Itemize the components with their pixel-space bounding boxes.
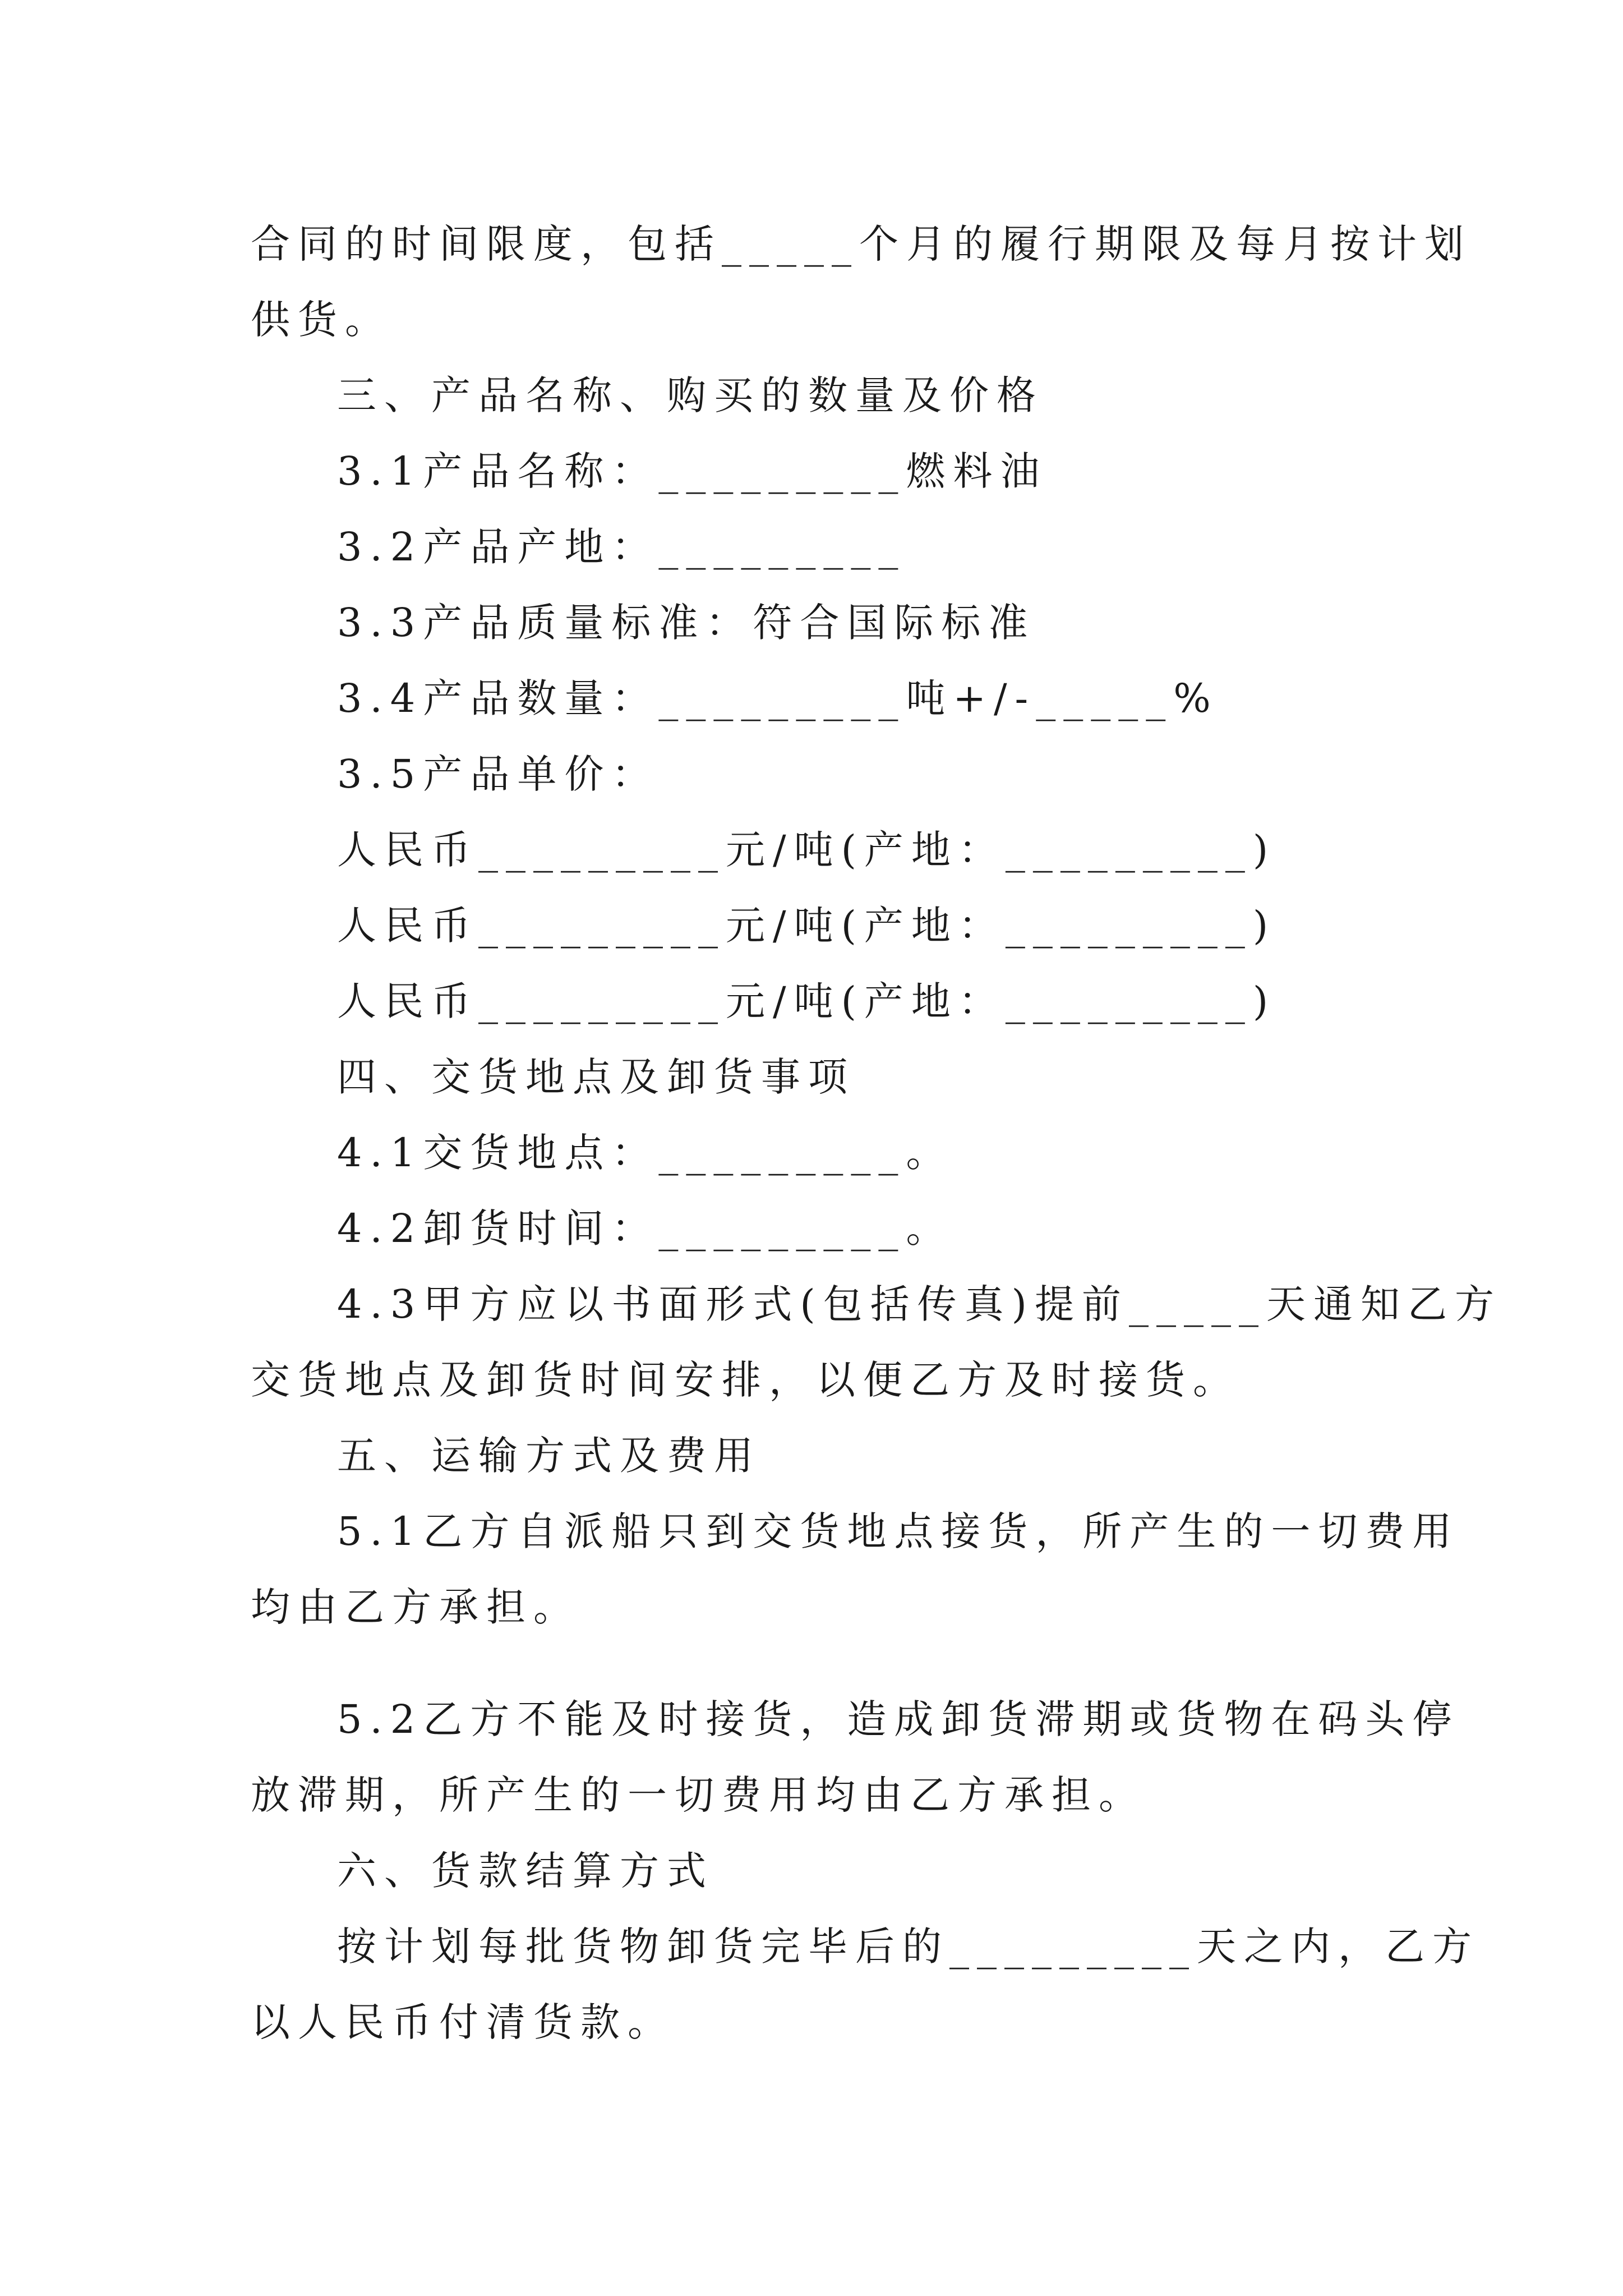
paragraph-line: 3.2产品产地：_________ [337, 524, 906, 570]
section-heading: 五、运输方式及费用 [337, 1433, 761, 1479]
price-line: 人民币_________元/吨(产地：_________) [337, 903, 1276, 949]
paragraph-line: 均由乙方承担。 [251, 1584, 580, 1630]
paragraph-line: 放滞期，所产生的一切费用均由乙方承担。 [251, 1772, 1146, 1818]
paragraph-line: 按计划每批货物卸货完毕后的_________天之内，乙方 [337, 1924, 1479, 1970]
paragraph-line: 交货地点及卸货时间安排，以便乙方及时接货。 [251, 1357, 1240, 1403]
paragraph-line: 3.3产品质量标准：符合国际标准 [337, 600, 1036, 646]
section-heading: 四、交货地点及卸货事项 [337, 1054, 855, 1100]
section-heading: 六、货款结算方式 [337, 1848, 714, 1894]
price-line: 人民币_________元/吨(产地：_________) [337, 978, 1276, 1024]
paragraph-line: 3.1产品名称：_________燃料油 [337, 448, 1048, 494]
price-line: 人民币_________元/吨(产地：_________) [337, 827, 1276, 873]
paragraph-line: 5.1乙方自派船只到交货地点接货，所产生的一切费用 [337, 1508, 1460, 1554]
paragraph-line: 3.5产品单价： [337, 751, 659, 797]
paragraph-line: 3.4产品数量：_________吨+/-_____% [337, 675, 1219, 721]
paragraph-line: 5.2乙方不能及时接货，造成卸货滞期或货物在码头停 [337, 1696, 1460, 1742]
paragraph-line: 4.1交货地点：_________。 [337, 1130, 953, 1176]
paragraph-line: 供货。 [251, 297, 392, 343]
paragraph-line: 4.2卸货时间：_________。 [337, 1205, 953, 1251]
paragraph-line: 4.3甲方应以书面形式(包括传真)提前_____天通知乙方 [337, 1281, 1502, 1327]
paragraph-line: 以人民币付清货款。 [251, 1999, 675, 2045]
paragraph-line: 合同的时间限度，包括_____个月的履行期限及每月按计划 [251, 221, 1472, 267]
section-heading: 三、产品名称、购买的数量及价格 [337, 372, 1044, 418]
